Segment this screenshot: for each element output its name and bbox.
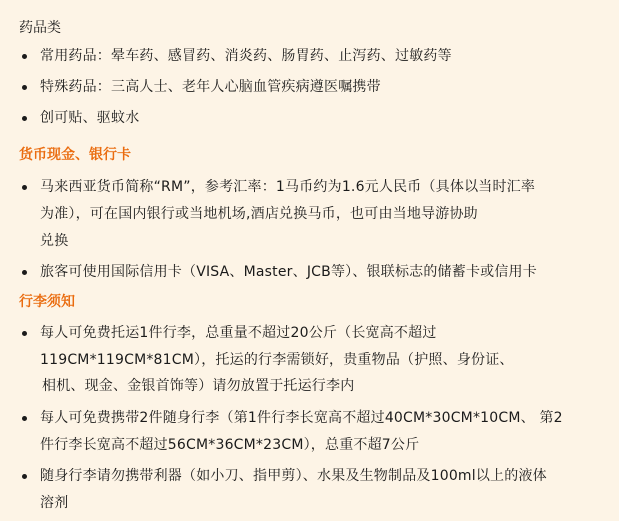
bullet-icon [22,474,27,479]
bullet-icon [22,85,27,90]
list-item-text: 溶剂 [40,495,69,511]
section-heading-luggage: 行李须知 [19,294,75,310]
bullet-icon [22,54,27,59]
bullet-icon [22,416,27,421]
list-item-text: 旅客可使用国际信用卡（VISA、Master、JCB等）、银联标志的储蓄卡或信用卡 [40,264,537,280]
list-item-text: 马来西亚货币简称“RM”，参考汇率：1马币约为1.6元人民币（具体以当时汇率 [40,179,536,195]
bullet-icon [22,185,27,190]
bullet-icon [22,116,27,121]
list-item-text: 为准），可在国内银行或当地机场,酒店兑换马币，也可由当地导游协助 [40,206,478,222]
list-item-text: 每人可免费托运1件行李，总重量不超过20公斤（长宽高不超过 [40,325,437,341]
list-item-text: 特殊药品：三高人士、老年人心脑血管疾病遵医嘱携带 [40,79,381,95]
list-item-text: 常用药品：晕车药、感冒药、消炎药、肠胃药、止泻药、过敏药等 [40,48,452,64]
list-item-text: 件行李长宽高不超过56CM*36CM*23CM），总重不超7公斤 [40,437,420,453]
section-heading-medicine: 药品类 [19,20,61,36]
list-item-text: 119CM*119CM*81CM），托运的行李需锁好，贵重物品（护照、身份证、 [40,352,514,368]
list-item-text: 每人可免费携带2件随身行李（第1件行李长宽高不超过40CM*30CM*10CM、 第2 [40,410,563,426]
list-item-text: 创可贴、驱蚊水 [40,110,140,126]
list-item-text: 随身行李请勿携带利器（如小刀、指甲剪）、水果及生物制品及100ml以上的液体 [40,468,547,484]
bullet-icon [22,270,27,275]
bullet-icon [22,331,27,336]
list-item-text: 相机、现金、金银首饰等）请勿放置于托运行李内 [42,378,355,394]
section-heading-currency: 货币现金、银行卡 [19,147,131,163]
list-item-text: 兑换 [40,233,69,249]
